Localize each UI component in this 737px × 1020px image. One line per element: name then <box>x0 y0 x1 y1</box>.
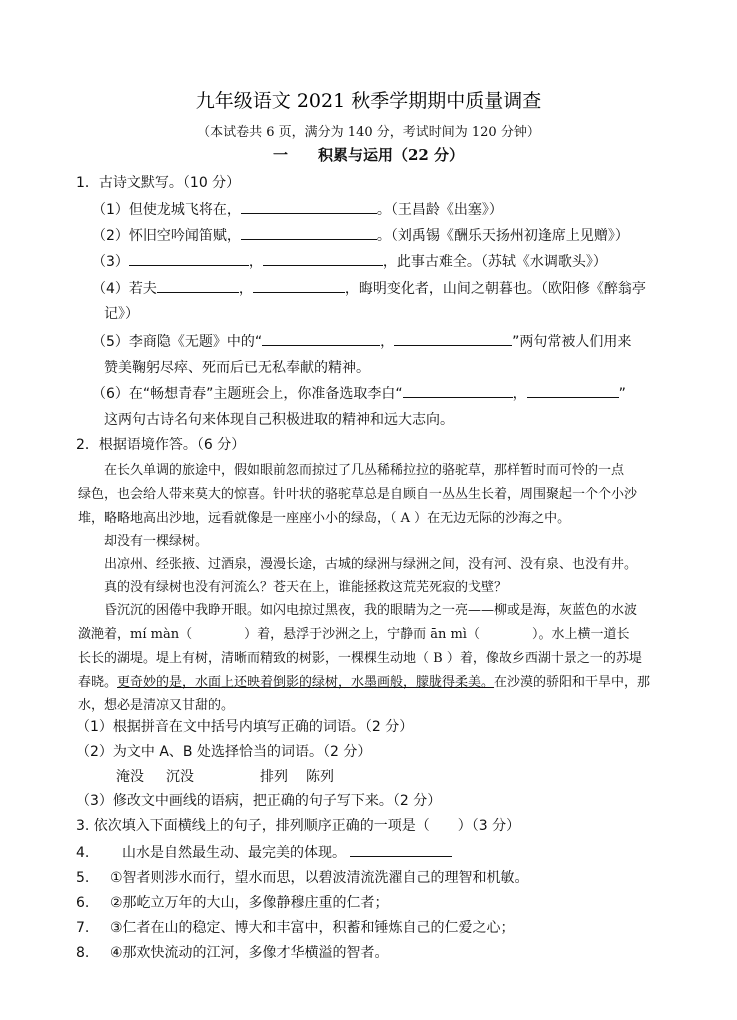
q3-line-text: ③仁者在山的稳定、博大和丰富中，积蓄和锤炼自己的仁爱之心； <box>110 920 515 936</box>
passage-line: 在长久单调的旅途中，假如眼前忽而掠过了几丛稀稀拉拉的骆驼草，那样暂时而可怜的一点 <box>104 463 625 478</box>
q1-item-6-quote: ” <box>618 386 626 402</box>
line-number: 8. <box>76 945 90 961</box>
answer-blank[interactable] <box>527 383 619 398</box>
q1-item-3-num: （3） <box>92 254 129 270</box>
option-word: 沉没 <box>166 769 194 785</box>
line-number: 6. <box>76 895 90 911</box>
q3-line-text: 山水是自然最生动、最完美的体现。 <box>122 845 346 861</box>
q3-line-4 <box>76 842 452 862</box>
answer-blank[interactable] <box>129 251 249 266</box>
line-number: 5. <box>76 870 90 886</box>
passage-line: 绿色，也会给人带来莫大的惊喜。针叶状的骆驼草总是自顾自一丛丛生长着，周围聚起一个个小沙 <box>78 487 638 502</box>
passage-text: 在沙漠的骄阳和干旱中，那 <box>494 675 651 690</box>
q3-line-7 <box>76 917 515 937</box>
line-number: 7. <box>76 920 90 936</box>
q1-item-6-comma: ， <box>512 386 527 402</box>
q1-item-1-source: 。（王昌龄《出塞》） <box>376 202 503 218</box>
q1-item-4-cont: 记》） <box>104 306 139 322</box>
q3-line-8 <box>76 942 389 962</box>
passage-line: 堆，略略地高出沙地，远看就像是一座座小小的绿岛，（ A ）在无边无际的沙海之中。 <box>78 511 571 526</box>
q1-item-3-comma: ， <box>248 254 263 270</box>
passage-line: 水，想必是清凉又甘甜的。 <box>78 698 235 713</box>
passage-line: 出凉州、经张掖、过酒泉，漫漫长途，古城的绿洲与绿洲之间，没有河、没有泉、也没有井。 <box>104 557 638 572</box>
answer-blank[interactable] <box>394 331 512 346</box>
q1-item-6-text: （6）在“畅想青春”主题班会上，你准备选取李白“ <box>92 386 403 402</box>
passage-line: 长长的湖堤。堤上有树，清晰而精致的树影，一棵棵生动地（ B ）着，像故乡西湖十景之一的苏堤 <box>78 651 642 666</box>
q2-sub-2: （2）为文中 A、B 处选择恰当的词语。（2 分） <box>76 744 372 760</box>
q1-item-5-text: （5）李商隐《无题》中的“ <box>92 334 263 350</box>
q2-sub-3: （3）修改文中画线的语病，把正确的句子写下来。（2 分） <box>76 793 442 809</box>
underlined-sentence: 更奇妙的是，水面上还映着倒影的绿树，水墨画般，朦胧得柔美。 <box>117 675 495 690</box>
q1-item-5-cont: 赞美鞠躬尽瘁、死而后已无私奉献的精神。 <box>104 360 370 376</box>
q3-line-text: ④那欢快流动的江河，多像才华横溢的智者。 <box>110 945 389 961</box>
q2-label: 2．根据语境作答。（6 分） <box>76 437 246 453</box>
passage-line: 潋滟着，mí màn（ ）着，悬浮于沙洲之上，宁静而 ān mì（ ）。水上横一道长 <box>78 627 630 642</box>
q3-line-5 <box>76 867 529 887</box>
q1-item-4-comma: ， <box>238 281 253 297</box>
q1-item-6 <box>92 383 626 403</box>
answer-blank[interactable] <box>350 842 452 857</box>
q1-item-3-source: ，此事古难全。（苏轼《水调歌头》） <box>382 254 607 270</box>
passage-line: 真的没有绿树也没有河流么？苍天在上，谁能拯救这荒芜死寂的戈壁？ <box>104 580 508 595</box>
passage-text: 春晓。 <box>78 675 118 690</box>
passage-line: 昏沉沉的困倦中我睁开眼。如闪电掠过黑夜，我的眼睛为之一亮——柳或是海，灰蓝色的水波 <box>104 603 638 618</box>
line-number: 4. <box>76 845 90 861</box>
answer-blank[interactable] <box>241 225 377 240</box>
q3-label: 3. 依次填入下面横线上的句子，排列顺序正确的一项是（ ）（3 分） <box>76 818 521 834</box>
exam-title: 九年级语文 2021 秋季学期期中质量调查 <box>195 90 542 112</box>
answer-blank[interactable] <box>157 278 239 293</box>
q1-item-5-comma: ， <box>380 334 395 350</box>
q3-line-text: ②那屹立万年的大山，多像静穆庄重的仁者； <box>110 895 389 911</box>
option-word: 陈列 <box>306 769 334 785</box>
q1-item-4-text: （4）若夫 <box>92 281 157 297</box>
option-word: 排列 <box>260 769 288 785</box>
answer-blank[interactable] <box>403 383 513 398</box>
q1-item-2 <box>92 225 629 245</box>
passage-line <box>78 671 650 690</box>
answer-blank[interactable] <box>253 278 345 293</box>
q1-label: 1．古诗文默写。（10 分） <box>76 175 241 191</box>
answer-blank[interactable] <box>262 331 380 346</box>
q1-item-5-tail: ”两句常被人们用来 <box>512 334 632 350</box>
q3-line-6 <box>76 892 389 912</box>
q1-item-5 <box>92 331 631 351</box>
q1-item-3 <box>92 251 607 271</box>
q1-item-2-source: 。（刘禹锡《酬乐天扬州初逢席上见赠》） <box>376 228 629 244</box>
q1-item-1-text: （1）但使龙城飞将在， <box>92 202 241 218</box>
exam-subtitle: （本试卷共 6 页，满分为 140 分，考试时间为 120 分钟） <box>197 125 540 140</box>
q2-sub-1: （1）根据拼音在文中括号内填写正确的词语。（2 分） <box>76 719 414 735</box>
q3-line-text: ①智者则涉水而行，望水而思，以碧波清流洗濯自己的理智和机敏。 <box>110 870 529 886</box>
q1-item-4-source: ，晦明变化者，山间之朝暮也。（欧阳修《醉翁亭 <box>344 281 646 297</box>
answer-blank[interactable] <box>241 199 377 214</box>
q2-options <box>116 766 334 786</box>
q1-item-4 <box>92 278 646 298</box>
option-word: 淹没 <box>116 769 144 785</box>
answer-blank[interactable] <box>263 251 383 266</box>
section-heading: 一 积累与运用（22 分） <box>272 146 465 164</box>
q1-item-6-cont: 这两句古诗名句来体现自己积极进取的精神和远大志向。 <box>104 412 454 428</box>
q1-item-1 <box>92 199 503 219</box>
passage-line: 却没有一棵绿树。 <box>104 534 209 549</box>
q1-item-2-text: （2）怀旧空吟闻笛赋， <box>92 228 241 244</box>
